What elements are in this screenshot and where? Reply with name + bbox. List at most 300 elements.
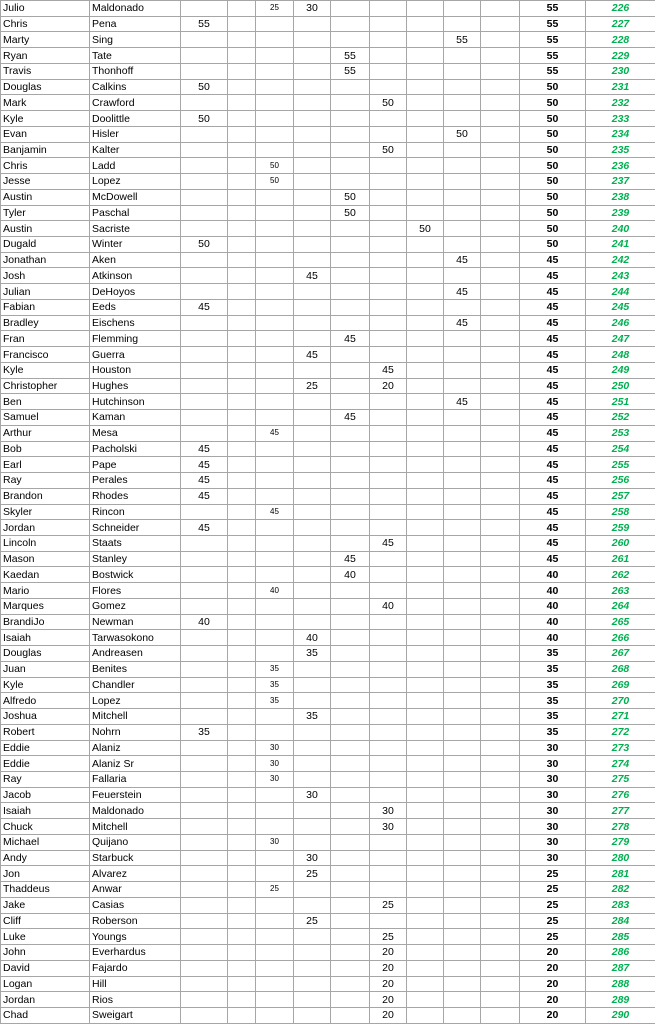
- first-name-cell[interactable]: Ray: [1, 771, 90, 787]
- score-cell[interactable]: [407, 724, 444, 740]
- first-name-cell[interactable]: Douglas: [1, 646, 90, 662]
- last-name-cell[interactable]: Pena: [90, 16, 181, 32]
- score-cell[interactable]: [181, 756, 228, 772]
- last-name-cell[interactable]: Everhardus: [90, 945, 181, 961]
- score-cell[interactable]: [294, 834, 331, 850]
- rank-cell[interactable]: 226: [586, 1, 655, 17]
- score-cell[interactable]: 20: [370, 945, 407, 961]
- last-name-cell[interactable]: Tate: [90, 48, 181, 64]
- score-cell[interactable]: [228, 315, 256, 331]
- first-name-cell[interactable]: Chris: [1, 158, 90, 174]
- total-cell[interactable]: 45: [520, 284, 586, 300]
- first-name-cell[interactable]: Mason: [1, 551, 90, 567]
- score-cell[interactable]: 25: [370, 929, 407, 945]
- score-cell[interactable]: [481, 394, 520, 410]
- score-cell[interactable]: [444, 614, 481, 630]
- score-cell[interactable]: [181, 709, 228, 725]
- score-cell[interactable]: [294, 520, 331, 536]
- score-cell[interactable]: [228, 158, 256, 174]
- score-cell[interactable]: 50: [444, 126, 481, 142]
- score-cell[interactable]: [407, 252, 444, 268]
- score-cell[interactable]: [228, 347, 256, 363]
- score-cell[interactable]: [294, 221, 331, 237]
- score-cell[interactable]: [407, 756, 444, 772]
- score-cell[interactable]: [181, 551, 228, 567]
- last-name-cell[interactable]: Quijano: [90, 834, 181, 850]
- score-cell[interactable]: [407, 95, 444, 111]
- last-name-cell[interactable]: McDowell: [90, 189, 181, 205]
- score-cell[interactable]: [181, 992, 228, 1008]
- score-cell[interactable]: [407, 834, 444, 850]
- last-name-cell[interactable]: Stanley: [90, 551, 181, 567]
- total-cell[interactable]: 30: [520, 819, 586, 835]
- score-cell[interactable]: [294, 756, 331, 772]
- rank-cell[interactable]: 289: [586, 992, 655, 1008]
- total-cell[interactable]: 45: [520, 473, 586, 489]
- score-cell[interactable]: [444, 992, 481, 1008]
- total-cell[interactable]: 40: [520, 583, 586, 599]
- last-name-cell[interactable]: Doolittle: [90, 111, 181, 127]
- total-cell[interactable]: 35: [520, 677, 586, 693]
- score-cell[interactable]: [294, 929, 331, 945]
- score-cell[interactable]: [407, 646, 444, 662]
- score-cell[interactable]: [481, 913, 520, 929]
- score-cell[interactable]: [228, 95, 256, 111]
- score-cell[interactable]: [228, 598, 256, 614]
- score-cell[interactable]: [228, 992, 256, 1008]
- score-cell[interactable]: 50: [407, 221, 444, 237]
- score-cell[interactable]: [481, 221, 520, 237]
- score-cell[interactable]: [370, 709, 407, 725]
- first-name-cell[interactable]: David: [1, 960, 90, 976]
- score-cell[interactable]: [331, 284, 370, 300]
- score-cell[interactable]: [228, 787, 256, 803]
- score-cell[interactable]: [294, 95, 331, 111]
- score-cell[interactable]: [331, 960, 370, 976]
- score-cell[interactable]: [444, 583, 481, 599]
- score-cell[interactable]: [407, 174, 444, 190]
- first-name-cell[interactable]: Ben: [1, 394, 90, 410]
- score-cell[interactable]: [370, 441, 407, 457]
- score-cell[interactable]: [331, 535, 370, 551]
- score-cell[interactable]: [256, 598, 294, 614]
- score-cell[interactable]: 20: [370, 976, 407, 992]
- score-cell[interactable]: [407, 457, 444, 473]
- score-cell[interactable]: [481, 126, 520, 142]
- rank-cell[interactable]: 274: [586, 756, 655, 772]
- last-name-cell[interactable]: Anwar: [90, 882, 181, 898]
- score-cell[interactable]: [294, 614, 331, 630]
- score-cell[interactable]: [370, 252, 407, 268]
- first-name-cell[interactable]: Joshua: [1, 709, 90, 725]
- rank-cell[interactable]: 251: [586, 394, 655, 410]
- score-cell[interactable]: [444, 1008, 481, 1024]
- score-cell[interactable]: [407, 960, 444, 976]
- score-cell[interactable]: [256, 221, 294, 237]
- rank-cell[interactable]: 234: [586, 126, 655, 142]
- score-cell[interactable]: [481, 646, 520, 662]
- rank-cell[interactable]: 277: [586, 803, 655, 819]
- score-cell[interactable]: [407, 1008, 444, 1024]
- score-cell[interactable]: [331, 630, 370, 646]
- score-cell[interactable]: [331, 897, 370, 913]
- score-cell[interactable]: 25: [256, 882, 294, 898]
- score-cell[interactable]: [481, 520, 520, 536]
- score-cell[interactable]: [228, 960, 256, 976]
- last-name-cell[interactable]: Mitchell: [90, 819, 181, 835]
- score-cell[interactable]: [481, 1008, 520, 1024]
- score-cell[interactable]: 50: [370, 95, 407, 111]
- score-cell[interactable]: [444, 410, 481, 426]
- score-cell[interactable]: [407, 551, 444, 567]
- last-name-cell[interactable]: Eischens: [90, 315, 181, 331]
- score-cell[interactable]: [407, 520, 444, 536]
- score-cell[interactable]: [481, 48, 520, 64]
- first-name-cell[interactable]: Brandon: [1, 488, 90, 504]
- first-name-cell[interactable]: Fran: [1, 331, 90, 347]
- rank-cell[interactable]: 275: [586, 771, 655, 787]
- score-cell[interactable]: [228, 693, 256, 709]
- score-cell[interactable]: 55: [444, 32, 481, 48]
- score-cell[interactable]: [294, 583, 331, 599]
- score-cell[interactable]: [256, 520, 294, 536]
- score-cell[interactable]: [228, 48, 256, 64]
- score-cell[interactable]: [331, 850, 370, 866]
- score-cell[interactable]: [407, 913, 444, 929]
- score-cell[interactable]: [407, 362, 444, 378]
- first-name-cell[interactable]: Kyle: [1, 677, 90, 693]
- last-name-cell[interactable]: Mitchell: [90, 709, 181, 725]
- score-cell[interactable]: [481, 347, 520, 363]
- score-cell[interactable]: [294, 362, 331, 378]
- score-cell[interactable]: [331, 724, 370, 740]
- score-cell[interactable]: [481, 583, 520, 599]
- score-cell[interactable]: [294, 740, 331, 756]
- score-cell[interactable]: [294, 457, 331, 473]
- score-cell[interactable]: [228, 976, 256, 992]
- last-name-cell[interactable]: Paschal: [90, 205, 181, 221]
- score-cell[interactable]: [370, 174, 407, 190]
- score-cell[interactable]: [444, 79, 481, 95]
- score-cell[interactable]: [228, 126, 256, 142]
- last-name-cell[interactable]: Thonhoff: [90, 63, 181, 79]
- score-cell[interactable]: [481, 16, 520, 32]
- score-cell[interactable]: [481, 850, 520, 866]
- score-cell[interactable]: [444, 929, 481, 945]
- score-cell[interactable]: [256, 866, 294, 882]
- score-cell[interactable]: [294, 661, 331, 677]
- score-cell[interactable]: [370, 79, 407, 95]
- last-name-cell[interactable]: Feuerstein: [90, 787, 181, 803]
- total-cell[interactable]: 50: [520, 237, 586, 253]
- first-name-cell[interactable]: Kyle: [1, 111, 90, 127]
- score-cell[interactable]: [370, 504, 407, 520]
- score-cell[interactable]: [444, 441, 481, 457]
- score-cell[interactable]: [181, 677, 228, 693]
- total-cell[interactable]: 30: [520, 850, 586, 866]
- score-cell[interactable]: [331, 976, 370, 992]
- score-cell[interactable]: [228, 646, 256, 662]
- first-name-cell[interactable]: Andy: [1, 850, 90, 866]
- score-cell[interactable]: [256, 803, 294, 819]
- score-cell[interactable]: [256, 535, 294, 551]
- total-cell[interactable]: 45: [520, 331, 586, 347]
- score-cell[interactable]: [331, 32, 370, 48]
- score-cell[interactable]: [444, 237, 481, 253]
- first-name-cell[interactable]: Eddie: [1, 756, 90, 772]
- first-name-cell[interactable]: Thaddeus: [1, 882, 90, 898]
- score-cell[interactable]: [481, 1, 520, 17]
- last-name-cell[interactable]: Guerra: [90, 347, 181, 363]
- last-name-cell[interactable]: DeHoyos: [90, 284, 181, 300]
- score-cell[interactable]: 50: [181, 111, 228, 127]
- last-name-cell[interactable]: Perales: [90, 473, 181, 489]
- first-name-cell[interactable]: Jon: [1, 866, 90, 882]
- rank-cell[interactable]: 233: [586, 111, 655, 127]
- score-cell[interactable]: [444, 205, 481, 221]
- total-cell[interactable]: 50: [520, 142, 586, 158]
- score-cell[interactable]: [370, 473, 407, 489]
- rank-cell[interactable]: 248: [586, 347, 655, 363]
- score-cell[interactable]: 45: [331, 410, 370, 426]
- score-cell[interactable]: [228, 834, 256, 850]
- rank-cell[interactable]: 271: [586, 709, 655, 725]
- last-name-cell[interactable]: Chandler: [90, 677, 181, 693]
- total-cell[interactable]: 35: [520, 724, 586, 740]
- score-cell[interactable]: [256, 929, 294, 945]
- score-cell[interactable]: [294, 252, 331, 268]
- last-name-cell[interactable]: Starbuck: [90, 850, 181, 866]
- score-cell[interactable]: 35: [256, 693, 294, 709]
- first-name-cell[interactable]: Ray: [1, 473, 90, 489]
- score-cell[interactable]: [228, 425, 256, 441]
- first-name-cell[interactable]: Julio: [1, 1, 90, 17]
- score-cell[interactable]: [228, 237, 256, 253]
- score-cell[interactable]: [181, 48, 228, 64]
- total-cell[interactable]: 45: [520, 551, 586, 567]
- score-cell[interactable]: [481, 111, 520, 127]
- total-cell[interactable]: 30: [520, 803, 586, 819]
- last-name-cell[interactable]: Sweigart: [90, 1008, 181, 1024]
- score-cell[interactable]: [407, 142, 444, 158]
- first-name-cell[interactable]: Marques: [1, 598, 90, 614]
- score-cell[interactable]: [228, 362, 256, 378]
- last-name-cell[interactable]: Rincon: [90, 504, 181, 520]
- score-cell[interactable]: [181, 1, 228, 17]
- rank-cell[interactable]: 237: [586, 174, 655, 190]
- score-cell[interactable]: [370, 740, 407, 756]
- rank-cell[interactable]: 236: [586, 158, 655, 174]
- score-cell[interactable]: [444, 976, 481, 992]
- first-name-cell[interactable]: Logan: [1, 976, 90, 992]
- score-cell[interactable]: [444, 834, 481, 850]
- rank-cell[interactable]: 245: [586, 299, 655, 315]
- score-cell[interactable]: [181, 693, 228, 709]
- score-cell[interactable]: [481, 740, 520, 756]
- total-cell[interactable]: 35: [520, 646, 586, 662]
- score-cell[interactable]: [444, 504, 481, 520]
- score-cell[interactable]: [256, 284, 294, 300]
- score-cell[interactable]: [294, 1008, 331, 1024]
- score-cell[interactable]: [331, 709, 370, 725]
- score-cell[interactable]: [181, 567, 228, 583]
- score-cell[interactable]: [228, 913, 256, 929]
- score-cell[interactable]: [370, 347, 407, 363]
- score-cell[interactable]: [481, 693, 520, 709]
- score-cell[interactable]: [256, 48, 294, 64]
- score-cell[interactable]: [294, 976, 331, 992]
- score-cell[interactable]: [370, 299, 407, 315]
- score-cell[interactable]: [294, 960, 331, 976]
- score-cell[interactable]: [228, 457, 256, 473]
- total-cell[interactable]: 50: [520, 174, 586, 190]
- score-cell[interactable]: [181, 63, 228, 79]
- score-cell[interactable]: [256, 819, 294, 835]
- score-cell[interactable]: [481, 95, 520, 111]
- score-cell[interactable]: [370, 425, 407, 441]
- score-cell[interactable]: [444, 630, 481, 646]
- score-cell[interactable]: [444, 16, 481, 32]
- score-cell[interactable]: [407, 850, 444, 866]
- total-cell[interactable]: 30: [520, 740, 586, 756]
- score-cell[interactable]: 40: [370, 598, 407, 614]
- first-name-cell[interactable]: Douglas: [1, 79, 90, 95]
- score-cell[interactable]: [407, 976, 444, 992]
- score-cell[interactable]: [370, 32, 407, 48]
- score-cell[interactable]: [331, 583, 370, 599]
- rank-cell[interactable]: 254: [586, 441, 655, 457]
- score-cell[interactable]: [228, 79, 256, 95]
- score-cell[interactable]: [181, 174, 228, 190]
- score-cell[interactable]: [228, 268, 256, 284]
- score-cell[interactable]: [370, 724, 407, 740]
- last-name-cell[interactable]: Flores: [90, 583, 181, 599]
- score-cell[interactable]: [481, 268, 520, 284]
- score-cell[interactable]: [256, 850, 294, 866]
- total-cell[interactable]: 45: [520, 378, 586, 394]
- score-cell[interactable]: [407, 614, 444, 630]
- score-cell[interactable]: [294, 567, 331, 583]
- score-cell[interactable]: [370, 48, 407, 64]
- score-cell[interactable]: [444, 189, 481, 205]
- last-name-cell[interactable]: Nohrn: [90, 724, 181, 740]
- score-cell[interactable]: [407, 929, 444, 945]
- score-cell[interactable]: [294, 992, 331, 1008]
- rank-cell[interactable]: 250: [586, 378, 655, 394]
- total-cell[interactable]: 30: [520, 756, 586, 772]
- score-cell[interactable]: [444, 819, 481, 835]
- score-cell[interactable]: [228, 803, 256, 819]
- score-cell[interactable]: [181, 976, 228, 992]
- score-cell[interactable]: [228, 221, 256, 237]
- score-cell[interactable]: [370, 457, 407, 473]
- score-cell[interactable]: [407, 378, 444, 394]
- score-cell[interactable]: [444, 866, 481, 882]
- score-cell[interactable]: [228, 756, 256, 772]
- rank-cell[interactable]: 239: [586, 205, 655, 221]
- score-cell[interactable]: 45: [181, 457, 228, 473]
- score-cell[interactable]: [444, 598, 481, 614]
- score-cell[interactable]: [444, 48, 481, 64]
- last-name-cell[interactable]: Hughes: [90, 378, 181, 394]
- score-cell[interactable]: [228, 724, 256, 740]
- first-name-cell[interactable]: Isaiah: [1, 630, 90, 646]
- score-cell[interactable]: [444, 960, 481, 976]
- score-cell[interactable]: [256, 252, 294, 268]
- score-cell[interactable]: [444, 111, 481, 127]
- score-cell[interactable]: [370, 834, 407, 850]
- score-cell[interactable]: [444, 95, 481, 111]
- score-cell[interactable]: [444, 457, 481, 473]
- score-cell[interactable]: [370, 583, 407, 599]
- score-cell[interactable]: [181, 630, 228, 646]
- score-cell[interactable]: [481, 174, 520, 190]
- score-cell[interactable]: [256, 189, 294, 205]
- score-cell[interactable]: 40: [294, 630, 331, 646]
- score-cell[interactable]: [331, 488, 370, 504]
- rank-cell[interactable]: 232: [586, 95, 655, 111]
- score-cell[interactable]: [294, 111, 331, 127]
- first-name-cell[interactable]: Tyler: [1, 205, 90, 221]
- first-name-cell[interactable]: Earl: [1, 457, 90, 473]
- score-cell[interactable]: [444, 882, 481, 898]
- first-name-cell[interactable]: Skyler: [1, 504, 90, 520]
- rank-cell[interactable]: 265: [586, 614, 655, 630]
- score-cell[interactable]: [331, 803, 370, 819]
- score-cell[interactable]: [228, 504, 256, 520]
- score-cell[interactable]: 20: [370, 378, 407, 394]
- score-cell[interactable]: [256, 16, 294, 32]
- score-cell[interactable]: [228, 378, 256, 394]
- total-cell[interactable]: 20: [520, 1008, 586, 1024]
- rank-cell[interactable]: 279: [586, 834, 655, 850]
- score-cell[interactable]: [331, 158, 370, 174]
- score-cell[interactable]: [407, 347, 444, 363]
- first-name-cell[interactable]: Josh: [1, 268, 90, 284]
- score-cell[interactable]: [407, 63, 444, 79]
- total-cell[interactable]: 45: [520, 268, 586, 284]
- score-cell[interactable]: [294, 32, 331, 48]
- score-cell[interactable]: [407, 158, 444, 174]
- score-cell[interactable]: 55: [181, 16, 228, 32]
- score-cell[interactable]: [294, 158, 331, 174]
- score-cell[interactable]: 20: [370, 960, 407, 976]
- first-name-cell[interactable]: Chuck: [1, 819, 90, 835]
- score-cell[interactable]: [370, 394, 407, 410]
- score-cell[interactable]: 45: [256, 504, 294, 520]
- score-cell[interactable]: 45: [256, 425, 294, 441]
- score-cell[interactable]: [181, 504, 228, 520]
- score-cell[interactable]: [331, 174, 370, 190]
- rank-cell[interactable]: 258: [586, 504, 655, 520]
- score-cell[interactable]: 30: [294, 1, 331, 17]
- score-cell[interactable]: [407, 897, 444, 913]
- score-cell[interactable]: [481, 473, 520, 489]
- score-cell[interactable]: [256, 95, 294, 111]
- score-cell[interactable]: 45: [181, 520, 228, 536]
- score-cell[interactable]: [331, 614, 370, 630]
- score-cell[interactable]: [294, 771, 331, 787]
- score-cell[interactable]: [481, 661, 520, 677]
- score-cell[interactable]: [370, 205, 407, 221]
- score-cell[interactable]: [370, 237, 407, 253]
- rank-cell[interactable]: 286: [586, 945, 655, 961]
- total-cell[interactable]: 35: [520, 661, 586, 677]
- total-cell[interactable]: 30: [520, 771, 586, 787]
- score-cell[interactable]: [331, 740, 370, 756]
- score-cell[interactable]: [481, 567, 520, 583]
- score-cell[interactable]: [256, 79, 294, 95]
